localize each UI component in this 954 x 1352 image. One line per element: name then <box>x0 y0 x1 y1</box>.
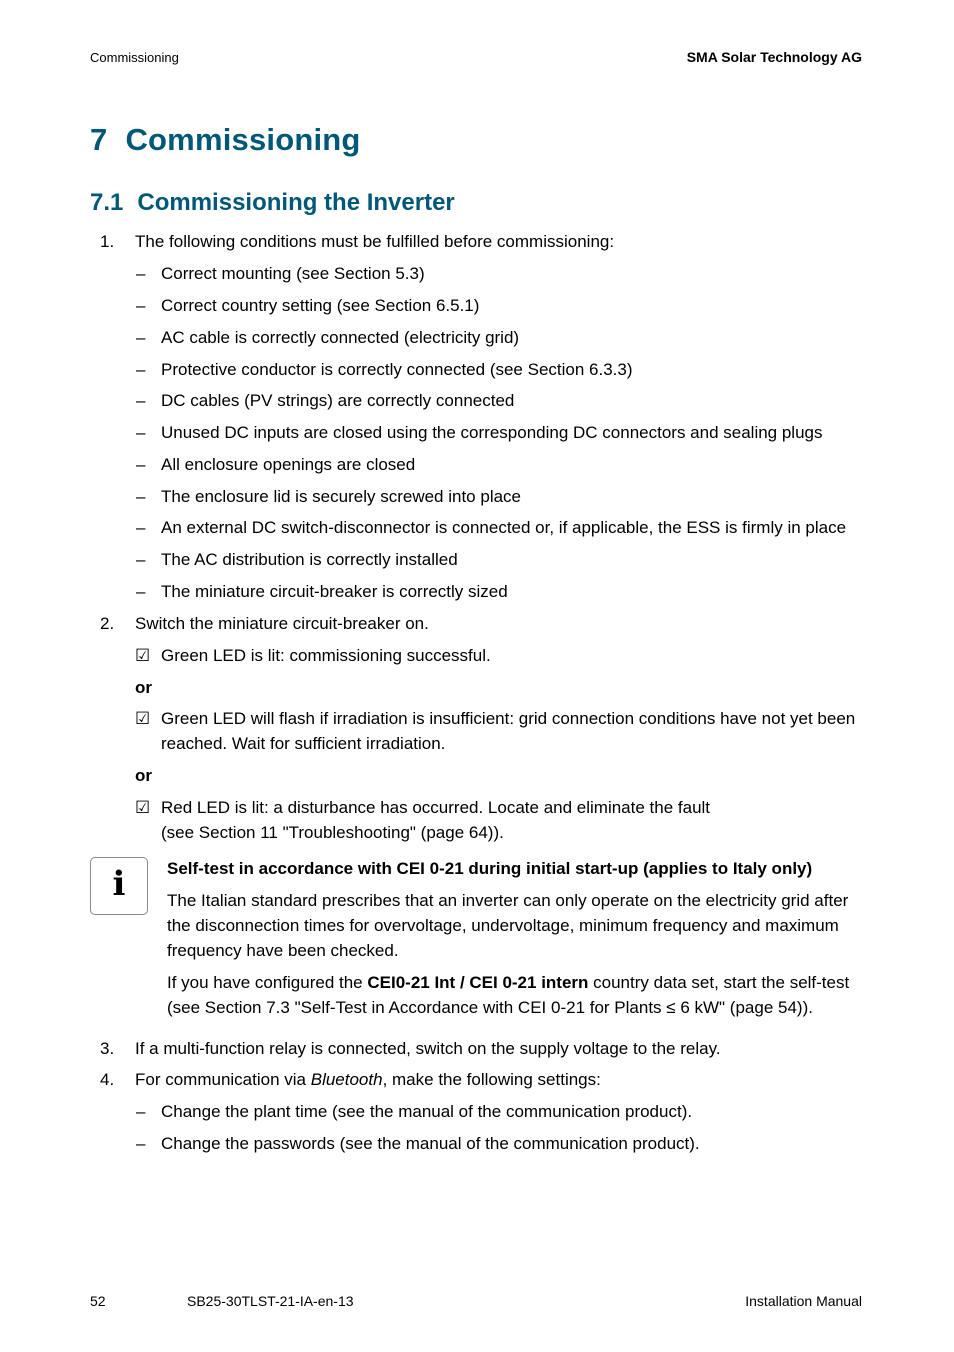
section-heading <box>90 189 455 217</box>
note-title: Self-test in accordance with CEI 0-21 during initial start-up (applies to Italy only) <box>167 859 813 878</box>
condition-item: Correct country setting (see Section 6.5.1) <box>161 296 480 315</box>
checkbox-checked-icon: ☑ <box>135 798 151 817</box>
info-glyph: i <box>112 864 126 904</box>
condition-item: Protective conductor is correctly connected (see Section 6.3.3) <box>161 360 633 379</box>
step-1-text: The following conditions must be fulfilled before commissioning: <box>135 232 615 251</box>
chapter-title: Commissioning <box>125 122 361 157</box>
list-dash: – <box>136 328 146 347</box>
note-p2-text: country data set, start the self-test <box>588 973 850 992</box>
result-text-continued: (see Section 11 "Troubleshooting" (page 64)). <box>161 823 504 842</box>
list-dash: – <box>136 550 146 569</box>
list-dash: – <box>136 264 146 283</box>
document-type: Installation Manual <box>745 1293 862 1309</box>
list-dash: – <box>136 1102 146 1121</box>
condition-item: AC cable is correctly connected (electricity grid) <box>161 328 520 347</box>
step-3-text: If a multi-function relay is connected, switch on the supply voltage to the relay. <box>135 1039 721 1058</box>
note-paragraph-1-line-1: The Italian standard prescribes that an inverter can only operate on the electricity grid after <box>167 891 849 910</box>
condition-item: DC cables (PV strings) are correctly connected <box>161 391 515 410</box>
section-number: 7.1 <box>90 189 124 216</box>
condition-item: The miniature circuit-breaker is correctly sized <box>161 582 508 601</box>
list-dash: – <box>136 423 146 442</box>
checkbox-checked-icon: ☑ <box>135 646 151 665</box>
note-paragraph-2-line-1 <box>167 970 867 995</box>
step-2-number: 2. <box>100 614 115 633</box>
step-3-number: 3. <box>100 1039 115 1058</box>
condition-item: Correct mounting (see Section 5.3) <box>161 264 425 283</box>
note-paragraph-1-line-2: the disconnection times for overvoltage, undervoltage, minimum frequency and maximum <box>167 916 839 935</box>
bluetooth-term: Bluetooth <box>310 1070 383 1089</box>
note-block <box>167 856 867 1020</box>
running-header-section: Commissioning <box>90 50 179 65</box>
list-dash: – <box>136 455 146 474</box>
note-paragraph-1-line-3: frequency have been checked. <box>167 941 399 960</box>
result-text: Green LED will flash if irradiation is insufficient: grid connection conditions have not yet been <box>161 709 856 728</box>
step-4-text <box>135 1067 601 1092</box>
step-4-number: 4. <box>100 1070 115 1089</box>
condition-item: Unused DC inputs are closed using the corresponding DC connectors and sealing plugs <box>161 423 823 442</box>
list-dash: – <box>136 1134 146 1153</box>
result-text: Red LED is lit: a disturbance has occurred. Locate and eliminate the fault <box>161 798 711 817</box>
checkbox-checked-icon: ☑ <box>135 709 151 728</box>
result-text: Green LED is lit: commissioning successful. <box>161 646 491 665</box>
page-number: 52 <box>90 1293 106 1309</box>
step-1-number: 1. <box>100 232 115 251</box>
condition-item: The AC distribution is correctly installed <box>161 550 458 569</box>
info-icon <box>90 857 148 915</box>
step-4-text-end: , make the following settings: <box>382 1070 601 1089</box>
note-p2-text: If you have configured the <box>167 973 368 992</box>
chapter-heading <box>90 122 361 158</box>
condition-item: An external DC switch-disconnector is connected or, if applicable, the ESS is firmly in place <box>161 518 847 537</box>
country-data-set-name: CEI0-21 Int / CEI 0-21 intern <box>367 973 589 992</box>
list-dash: – <box>136 391 146 410</box>
condition-item: All enclosure openings are closed <box>161 455 416 474</box>
note-paragraph-2-line-2: (see Section 7.3 "Self-Test in Accordance with CEI 0-21 for Plants ≤ 6 kW" (page 54)). <box>167 998 813 1017</box>
condition-item: The enclosure lid is securely screwed into place <box>161 487 522 506</box>
list-dash: – <box>136 582 146 601</box>
document-id: SB25-30TLST-21-IA-en-13 <box>187 1293 354 1309</box>
step-4-text-start: For communication via <box>135 1070 311 1089</box>
list-dash: – <box>136 360 146 379</box>
or-label: or <box>135 678 152 697</box>
step-2-text: Switch the miniature circuit-breaker on. <box>135 614 429 633</box>
list-dash: – <box>136 487 146 506</box>
running-header-company: SMA Solar Technology AG <box>686 49 862 65</box>
list-dash: – <box>136 296 146 315</box>
setting-item: Change the passwords (see the manual of the communication product). <box>161 1134 700 1153</box>
section-title: Commissioning the Inverter <box>137 189 455 216</box>
result-text-continued: reached. Wait for sufficient irradiation. <box>161 734 446 753</box>
or-label: or <box>135 766 152 785</box>
list-dash: – <box>136 518 146 537</box>
chapter-number: 7 <box>90 122 108 157</box>
setting-item: Change the plant time (see the manual of the communication product). <box>161 1102 693 1121</box>
